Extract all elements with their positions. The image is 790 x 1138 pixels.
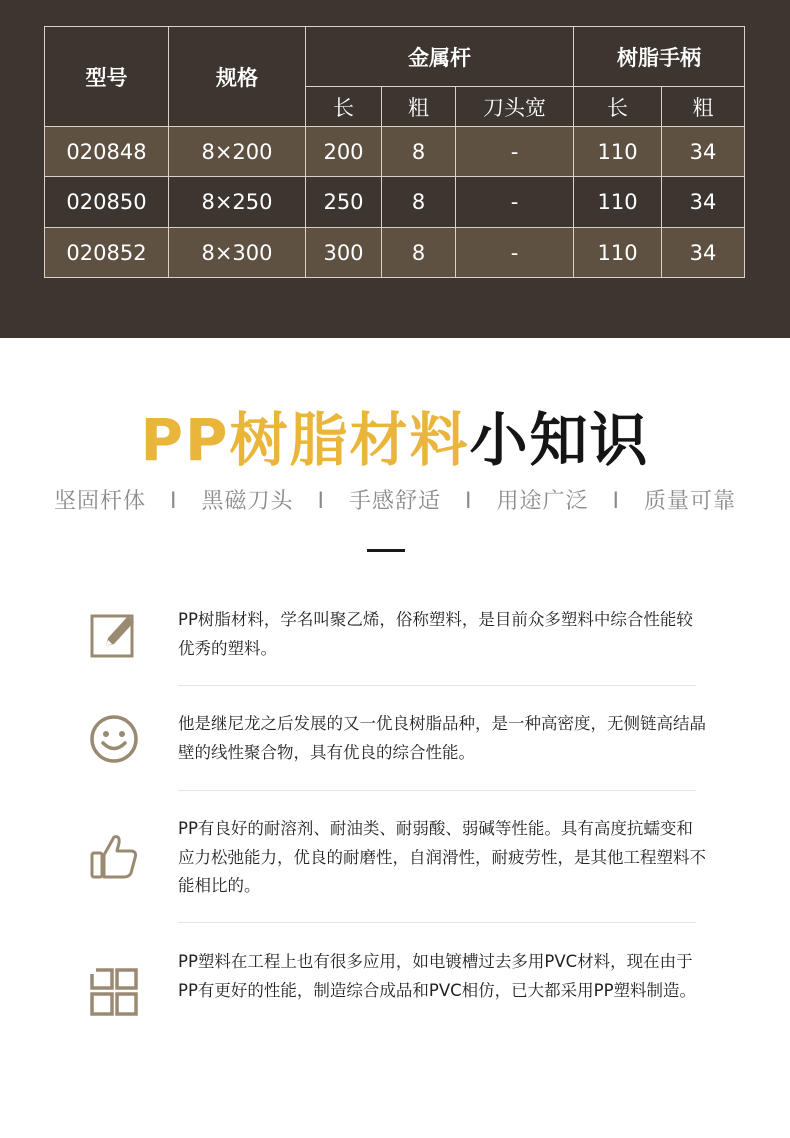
edit-icon <box>88 608 140 660</box>
cell-rod-length: 200 <box>306 127 382 177</box>
title-rest: 小知识 <box>469 406 650 474</box>
tag-separator: I <box>317 489 325 514</box>
title-underline <box>367 549 405 552</box>
cell-handle-thickness: 34 <box>662 127 745 177</box>
divider <box>178 790 696 791</box>
cell-handle-thickness: 34 <box>662 228 745 278</box>
header-model: 型号 <box>45 27 169 127</box>
tag-separator: I <box>465 489 473 514</box>
thumbs-up-icon <box>88 831 140 883</box>
tag: 用途广泛 <box>496 489 589 514</box>
header-handle-thickness: 粗 <box>662 87 745 127</box>
cell-handle-length: 110 <box>574 228 662 278</box>
cell-rod-thickness: 8 <box>382 228 456 278</box>
cell-handle-length: 110 <box>574 177 662 228</box>
cell-rod-length: 250 <box>306 177 382 228</box>
cell-spec: 8×300 <box>169 228 306 278</box>
cell-model: 020848 <box>45 127 169 177</box>
cell-rod-thickness: 8 <box>382 177 456 228</box>
info-text: PP树脂材料，学名叫聚乙烯，俗称塑料，是目前众多塑料中综合性能较优秀的塑料。 <box>178 610 693 658</box>
table-row <box>45 228 745 278</box>
tag-separator: I <box>612 489 621 514</box>
section-title <box>0 404 790 476</box>
cell-blade-width: - <box>456 228 574 278</box>
header-rod-thickness: 粗 <box>382 87 456 127</box>
divider <box>178 922 696 923</box>
header-metal-rod: 金属杆 <box>306 27 574 87</box>
tag: 手感舒适 <box>348 489 441 514</box>
tagline <box>0 484 790 515</box>
spec-table <box>44 26 745 278</box>
info-text: 他是继尼龙之后发展的又一优良树脂品种，是一种高密度，无侧链高结晶壁的线性聚合物，具有优良的综合性能。 <box>178 714 706 762</box>
divider <box>178 685 696 686</box>
header-rod-length: 长 <box>306 87 382 127</box>
smiley-icon <box>88 712 140 764</box>
cell-handle-length: 110 <box>574 127 662 177</box>
cell-spec: 8×200 <box>169 127 306 177</box>
cell-blade-width: - <box>456 127 574 177</box>
tag: 坚固杆体 <box>53 489 146 514</box>
tag-separator: I <box>169 489 178 514</box>
grid-icon <box>88 966 140 1018</box>
info-text: PP塑料在工程上也有很多应用，如电镀槽过去多用PVC材料，现在由于PP有更好的性能，制造综合成品和PVC相仿，已大都采用PP塑料制造。 <box>178 952 697 1000</box>
info-text: PP有良好的耐溶剂、耐油类、耐弱酸、弱碱等性能。具有高度抗蠕变和应力松弛能力，优良的耐磨性，自润滑性，耐疲劳性，是其他工程塑料不能相比的。 <box>178 819 706 895</box>
header-blade-width: 刀头宽 <box>456 87 574 127</box>
header-handle-length: 长 <box>574 87 662 127</box>
cell-model: 020850 <box>45 177 169 228</box>
cell-spec: 8×250 <box>169 177 306 228</box>
title-highlight: PP树脂材料 <box>140 406 470 474</box>
table-row <box>45 127 745 177</box>
header-spec: 规格 <box>169 27 306 127</box>
table-row <box>45 177 745 228</box>
cell-blade-width: - <box>456 177 574 228</box>
cell-rod-thickness: 8 <box>382 127 456 177</box>
cell-model: 020852 <box>45 228 169 278</box>
header-resin-handle: 树脂手柄 <box>574 27 745 87</box>
cell-handle-thickness: 34 <box>662 177 745 228</box>
tag: 质量可靠 <box>644 489 737 514</box>
tag: 黑磁刀头 <box>201 489 294 514</box>
cell-rod-length: 300 <box>306 228 382 278</box>
spec-table-section <box>0 0 790 338</box>
